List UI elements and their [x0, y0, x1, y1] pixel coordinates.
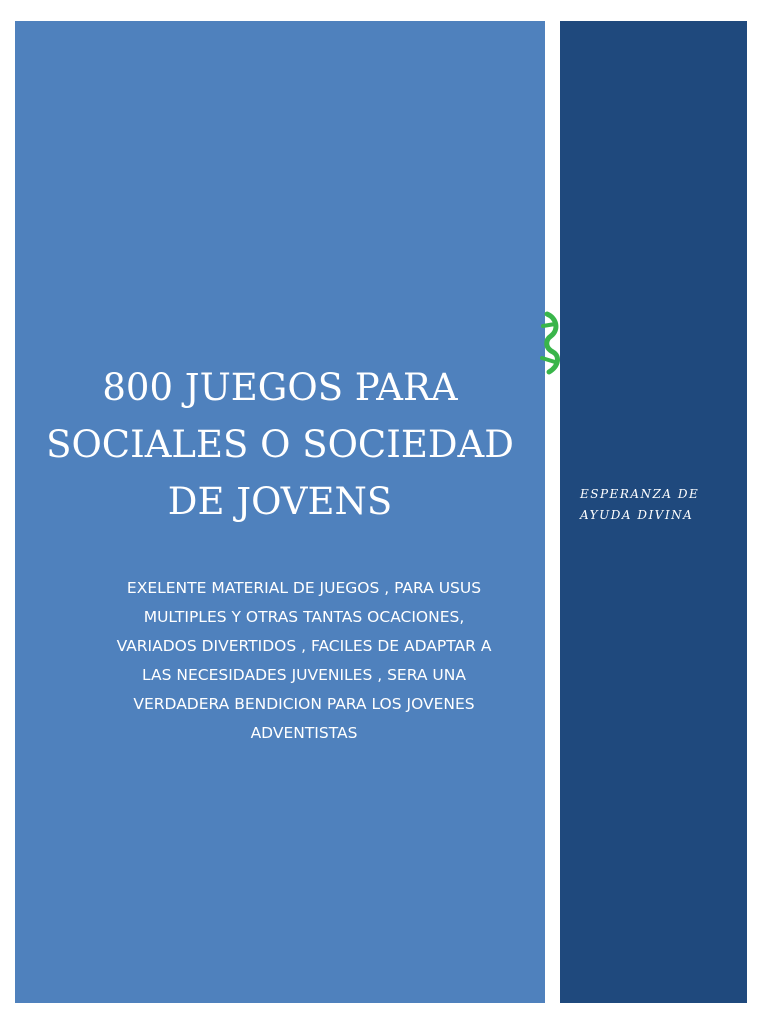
cover-main-panel [15, 21, 545, 1003]
cover-title: 800 JUEGOS PARA SOCIALES O SOCIEDAD DE JOVENS [46, 366, 514, 523]
cover-side-panel [560, 21, 747, 1003]
watermark-mark [537, 306, 563, 384]
cover-author: ESPERANZA DE AYUDA DIVINA [580, 487, 700, 522]
cover-description: EXELENTE MATERIAL DE JUEGOS , PARA USUS MULTIPLES Y OTRAS TANTAS OCACIONES, VARIADOS DIVERTIDOS , FACILES DE ADAPTAR A LAS NECESIDADES JUVENILES , SERA UNA VERDADERA BENDICION PARA LOS JOVENES ADVENTISTAS [116, 579, 492, 742]
